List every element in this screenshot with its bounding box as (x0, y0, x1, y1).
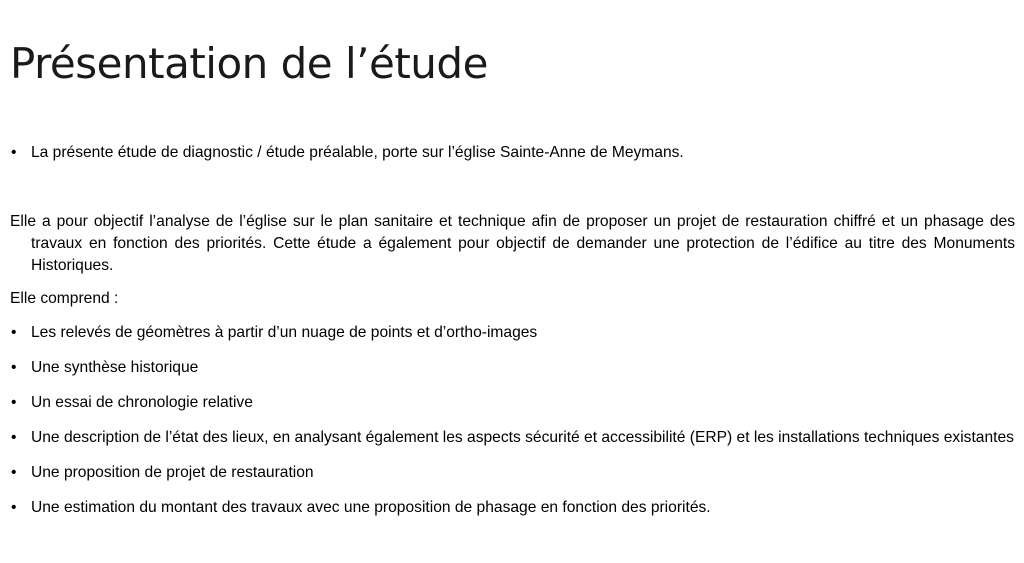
bullet-icon: • (11, 359, 17, 376)
list-item (10, 427, 1015, 449)
bullet-icon: • (11, 464, 17, 481)
list-item-text: Une estimation du montant des travaux avec une proposition de phasage en fonction des priorités. (31, 499, 711, 516)
intro-bullet-text: La présente étude de diagnostic / étude préalable, porte sur l’église Sainte-Anne de Meymans. (31, 144, 684, 161)
list-item (10, 322, 1015, 344)
comprend-label: Elle comprend : (10, 290, 119, 307)
slide-title: Présentation de l’étude (10, 39, 488, 88)
bullet-icon: • (11, 324, 17, 341)
list-item-text: Une synthèse historique (31, 359, 199, 376)
list-item-text: Une description de l’état des lieux, en analysant également les aspects sécurité et accessibilité (ERP) et les installations techniques existantes (31, 429, 1014, 446)
bullet-icon: • (11, 429, 17, 446)
list-item (10, 497, 1015, 519)
list-item (10, 462, 1015, 484)
list-item-text: Une proposition de projet de restauration (31, 464, 314, 481)
list-item-text: Un essai de chronologie relative (31, 394, 253, 411)
slide-content (10, 142, 1015, 519)
objective-paragraph: Elle a pour objectif l’analyse de l’église sur le plan sanitaire et technique afin de proposer un projet de restauration chiffré et un phasage des travaux en fonction des priorités. Cette étude a également pour objectif de demander une protection de l’édifice au titre des Monuments Historiques. (10, 213, 1015, 274)
list-item (10, 392, 1015, 414)
list-item-text: Les relevés de géomètres à partir d’un nuage de points et d’ortho-images (31, 324, 538, 341)
bullet-icon: • (11, 499, 17, 516)
bullet-icon: • (11, 394, 17, 411)
list-item (10, 357, 1015, 379)
intro-bullet (10, 142, 1015, 164)
bullet-icon: • (11, 144, 17, 161)
